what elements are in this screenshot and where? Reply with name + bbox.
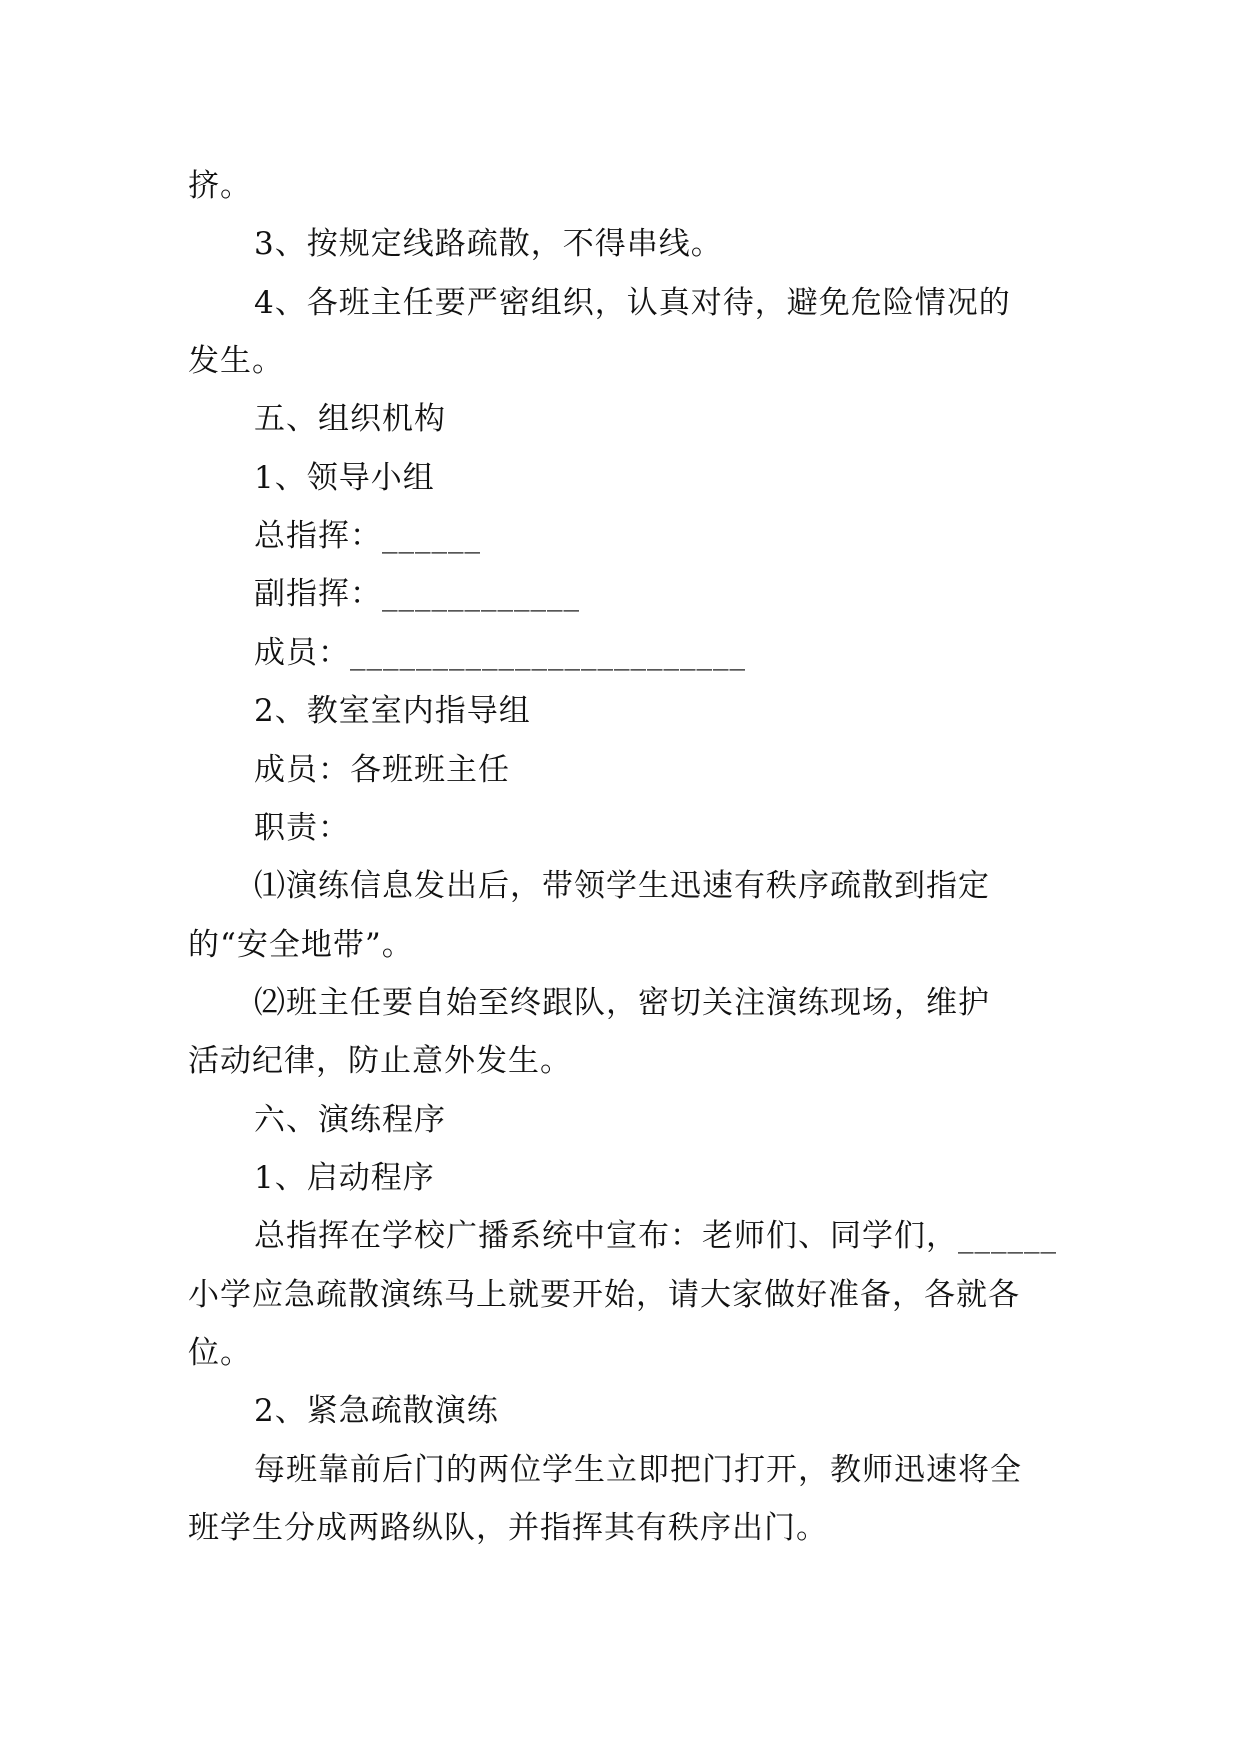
subsection-heading: 2、教室室内指导组 bbox=[254, 693, 531, 729]
text-line: 4、各班主任要严密组织，认真对待，避免危险情况的 bbox=[254, 285, 1011, 321]
text-line: 挤。 bbox=[188, 168, 252, 204]
text-line: 的“安全地带”。 bbox=[188, 927, 414, 963]
text-line: ⑴演练信息发出后，带领学生迅速有秩序疏散到指定 bbox=[254, 868, 990, 904]
text-line: 成员：________________________ bbox=[254, 635, 746, 671]
text-line: 职责： bbox=[254, 810, 350, 846]
text-line: 3、按规定线路疏散，不得串线。 bbox=[254, 226, 723, 262]
text-line: 位。 bbox=[188, 1335, 252, 1371]
text-line: 发生。 bbox=[188, 343, 284, 379]
text-line: 副指挥：____________ bbox=[254, 576, 580, 612]
text-line: 总指挥在学校广播系统中宣布：老师们、同学们，______ bbox=[254, 1218, 1057, 1254]
subsection-heading: 1、启动程序 bbox=[254, 1160, 435, 1196]
text-line: 小学应急疏散演练马上就要开始，请大家做好准备，各就各 bbox=[188, 1277, 1020, 1313]
text-line: 班学生分成两路纵队，并指挥其有秩序出门。 bbox=[188, 1510, 828, 1546]
section-heading: 六、演练程序 bbox=[254, 1102, 446, 1138]
text-line: ⑵班主任要自始至终跟队，密切关注演练现场，维护 bbox=[254, 985, 990, 1021]
section-heading: 五、组织机构 bbox=[254, 401, 446, 437]
text-line: 活动纪律，防止意外发生。 bbox=[188, 1043, 572, 1079]
text-line: 总指挥：______ bbox=[254, 518, 481, 554]
subsection-heading: 2、紧急疏散演练 bbox=[254, 1393, 499, 1429]
subsection-heading: 1、领导小组 bbox=[254, 460, 435, 496]
text-line: 成员：各班班主任 bbox=[254, 752, 510, 788]
text-line: 每班靠前后门的两位学生立即把门打开，教师迅速将全 bbox=[254, 1452, 1022, 1488]
